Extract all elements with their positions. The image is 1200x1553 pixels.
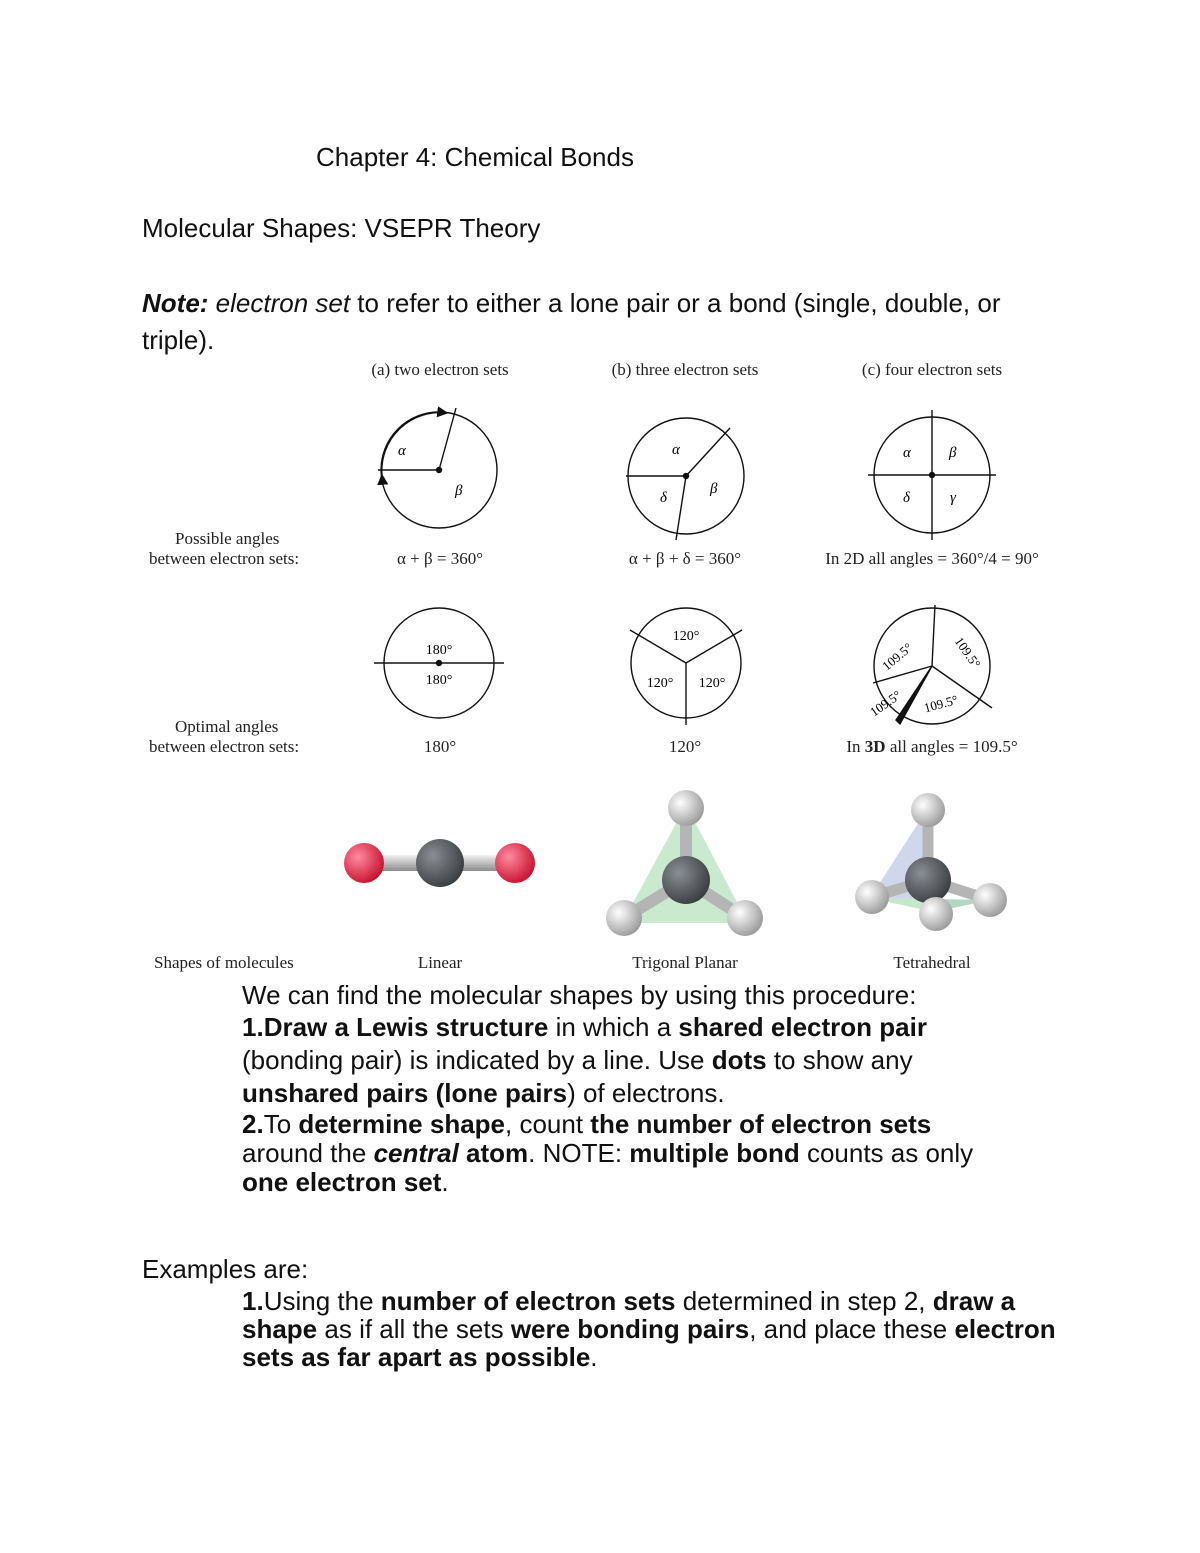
row2-label-line2: between electron sets: — [149, 737, 300, 756]
angle-label-a-bottom: 180° — [425, 673, 453, 688]
step1-bold-4: unshared pairs (lone pairs — [242, 1078, 568, 1108]
step1-text-3: to show any — [766, 1045, 913, 1075]
procedure-intro: We can find the molecular shapes by using this procedure: — [242, 980, 917, 1010]
angle-label-a-top: 180° — [425, 643, 453, 658]
angle-label-c-1: 109.5° — [879, 639, 916, 674]
note-term: electron set — [215, 288, 351, 318]
example1-text-5: . — [590, 1342, 598, 1372]
step2-text-3: around the — [242, 1138, 374, 1168]
section-heading: Molecular Shapes: VSEPR Theory — [142, 213, 541, 243]
step1-bold-3: dots — [711, 1045, 767, 1075]
procedure-step-1 — [242, 1011, 1062, 1110]
gamma-label-c: γ — [950, 490, 956, 506]
alpha-label-b: α — [672, 442, 680, 458]
step1-text-4: ) of electrons. — [567, 1078, 725, 1108]
row1-caption-c: In 2D all angles = 360°/4 = 90° — [825, 549, 1039, 568]
row2-caption-c — [800, 737, 1064, 757]
step2-text-5: counts as only — [799, 1138, 974, 1168]
step2-bold-5: multiple bond — [629, 1138, 800, 1168]
angle-label-b-top: 120° — [672, 629, 700, 644]
example1-bold-3: were bonding pairs — [510, 1314, 750, 1344]
alpha-label-a: α — [398, 443, 406, 459]
step2-bold-6: one electron set — [242, 1167, 442, 1197]
example1-text-2: determined in step 2, — [675, 1286, 933, 1316]
row2-caption-c-prefix: In — [846, 737, 865, 756]
page-title: Chapter 4: Chemical Bonds — [316, 142, 634, 172]
row2-caption-b: 120° — [668, 737, 702, 756]
example1-bold-1: number of electron sets — [380, 1286, 676, 1316]
delta-label-c: δ — [903, 490, 910, 506]
row2-caption-a: 180° — [423, 737, 457, 756]
step2-bold-3: central — [373, 1138, 459, 1168]
column-header-b: (b) three electron sets — [611, 360, 759, 379]
shape-name-trigonal-planar: Trigonal Planar — [632, 953, 738, 972]
step2-text-4: . NOTE: — [528, 1138, 630, 1168]
delta-label-b: δ — [660, 490, 667, 506]
step1-bold-2: shared electron pair — [678, 1012, 927, 1042]
procedure-step-2 — [242, 1110, 1062, 1197]
step2-text-1: To — [263, 1109, 299, 1139]
row1-label-line2: between electron sets: — [149, 549, 300, 568]
step2-num: 2. — [242, 1109, 264, 1139]
beta-label-c: β — [949, 445, 957, 461]
row2-label-line1: Optimal angles — [175, 717, 279, 736]
step1-text-2: (bonding pair) is indicated by a line. Use — [242, 1045, 712, 1075]
step2-bold-4: atom — [458, 1138, 529, 1168]
angle-label-c-3: 109.5° — [867, 687, 904, 720]
row2-caption-c-suffix: all angles = 109.5° — [885, 737, 1018, 756]
column-header-a: (a) two electron sets — [371, 360, 509, 379]
note-text: to refer to either a lone pair or a bond (single, double, or triple). — [142, 288, 1001, 355]
molecule-linear — [344, 839, 535, 887]
step2-text-2: , count — [505, 1109, 591, 1139]
molecule-trigonal-planar — [606, 790, 763, 936]
step2-bold-1: determine shape — [298, 1109, 506, 1139]
example1-text-1: Using the — [263, 1286, 381, 1316]
note-label: Note: — [142, 288, 209, 318]
example1-bold-2: draw a shape — [242, 1286, 1016, 1344]
step2-bold-2: the number of electron sets — [590, 1109, 932, 1139]
angle-label-b-right: 120° — [698, 676, 726, 691]
diagram-b-optimal — [630, 608, 742, 725]
row3-label: Shapes of molecules — [154, 953, 294, 972]
example-item-1 — [242, 1287, 1072, 1371]
row1-label-line1: Possible angles — [175, 529, 280, 548]
angle-label-c-4: 109.5° — [922, 691, 960, 716]
example1-bold-4: electron sets as far apart as possible — [242, 1314, 1056, 1372]
beta-label-a: β — [455, 483, 463, 499]
step1-text-1: in which a — [548, 1012, 679, 1042]
shape-name-tetrahedral: Tetrahedral — [893, 953, 971, 972]
angle-label-c-2: 109.5° — [951, 634, 984, 671]
row1-caption-b: α + β + δ = 360° — [628, 549, 742, 568]
step1-num: 1. — [242, 1012, 264, 1042]
beta-label-b: β — [710, 481, 718, 497]
column-header-c: (c) four electron sets — [861, 360, 1003, 379]
example1-num: 1. — [242, 1286, 264, 1316]
row2-caption-c-bold: 3D — [864, 737, 886, 756]
shape-name-linear: Linear — [417, 953, 463, 972]
step2-text-6: . — [441, 1167, 449, 1197]
diagram-a-optimal — [374, 608, 504, 718]
row1-caption-a: α + β = 360° — [396, 549, 484, 568]
diagram-a-possible — [378, 408, 497, 528]
examples-heading: Examples are: — [142, 1254, 309, 1284]
molecule-tetrahedral — [855, 793, 1007, 931]
example1-text-4: , and place these — [749, 1314, 955, 1344]
example1-text-3: as if all the sets — [317, 1314, 511, 1344]
procedure-block — [242, 979, 1062, 1197]
diagram-b-possible — [626, 418, 744, 540]
step1-bold-1: Draw a Lewis structure — [263, 1012, 549, 1042]
angle-label-b-left: 120° — [646, 676, 674, 691]
diagram-c-possible — [868, 410, 996, 540]
alpha-label-c: α — [903, 445, 911, 461]
